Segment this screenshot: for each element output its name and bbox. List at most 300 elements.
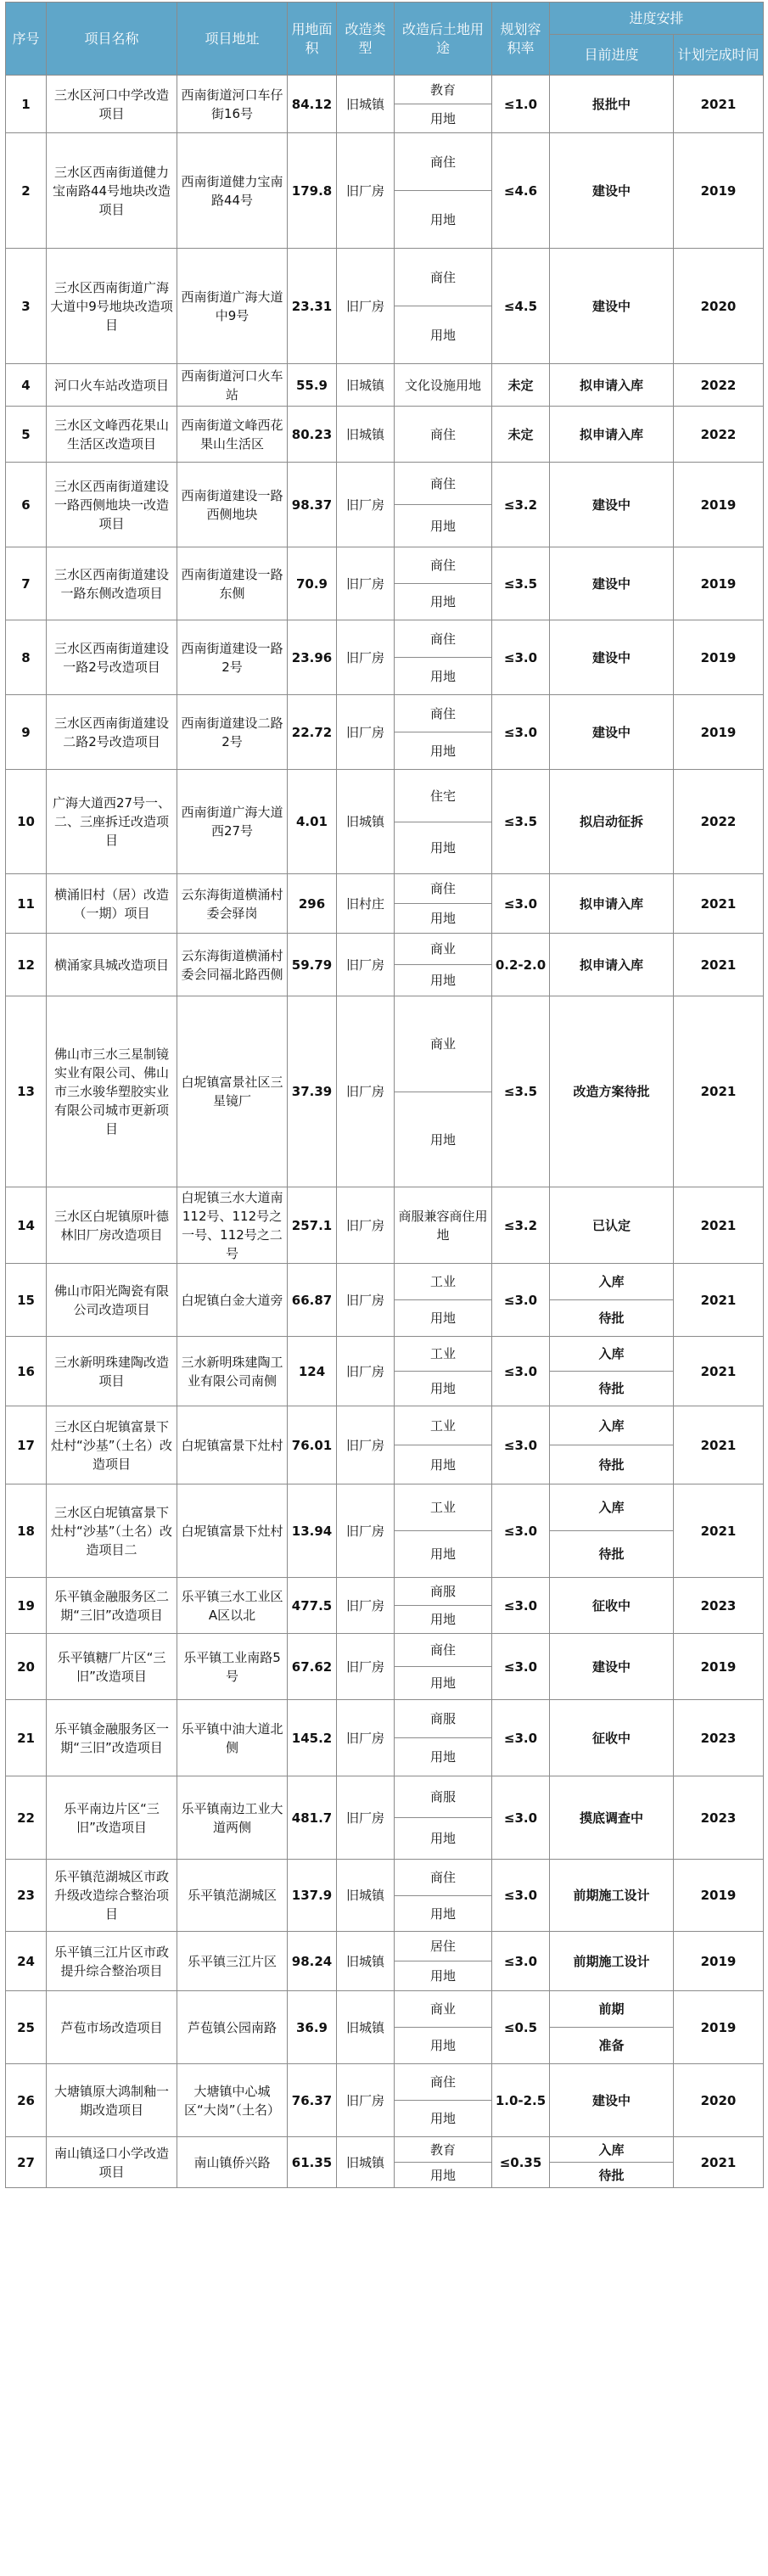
planned-completion-year: 2019: [674, 620, 764, 695]
land-use: 商住: [395, 2064, 492, 2101]
project-name: 三水区白坭镇富景下灶村“沙基”（土名）改造项目: [47, 1406, 177, 1484]
project-name: 佛山市三水三星制镜实业有限公司、佛山市三水骏华塑胶实业有限公司城市更新项目: [47, 996, 177, 1187]
land-use-sub: 用地: [395, 1092, 492, 1187]
project-address: 西南街道建设一路2号: [177, 620, 288, 695]
land-use: 工业: [395, 1264, 492, 1300]
table-row: [6, 249, 764, 306]
land-use: 工业: [395, 1406, 492, 1445]
planned-completion-year: 2019: [674, 1932, 764, 1991]
land-use: 商业: [395, 934, 492, 965]
renovation-type: 旧城镇: [337, 1860, 395, 1932]
renovation-type: 旧厂房: [337, 1187, 395, 1264]
project-address: 云东海街道横涌村委会同福北路西侧: [177, 934, 288, 996]
current-progress: 征收中: [550, 1578, 674, 1634]
project-address: 云东海街道横涌村委会驿岗: [177, 874, 288, 934]
renovation-type: 旧城镇: [337, 76, 395, 133]
table-row: [6, 1578, 764, 1606]
table-row: [6, 1337, 764, 1372]
floor-area-ratio: ≤3.0: [492, 1484, 550, 1578]
table-row: [6, 1264, 764, 1300]
land-use-sub: 用地: [395, 658, 492, 695]
renovation-type: 旧厂房: [337, 695, 395, 770]
land-area: 4.01: [288, 770, 337, 874]
land-use-sub: 用地: [395, 584, 492, 620]
row-number: 23: [6, 1860, 47, 1932]
land-use: 商住: [395, 1634, 492, 1667]
land-use: 商住: [395, 874, 492, 904]
row-number: 1: [6, 76, 47, 133]
row-number: 10: [6, 770, 47, 874]
project-address: 白坭镇白金大道旁: [177, 1264, 288, 1337]
project-address: 西南街道河口火车站: [177, 364, 288, 407]
table-row: [6, 1634, 764, 1667]
project-name: 三水新明珠建陶改造项目: [47, 1337, 177, 1406]
floor-area-ratio: ≤3.0: [492, 1578, 550, 1634]
project-name: 三水区西南街道建设一路西侧地块一改造项目: [47, 463, 177, 547]
project-name: 横涌家具城改造项目: [47, 934, 177, 996]
floor-area-ratio: ≤3.2: [492, 1187, 550, 1264]
land-use: 商服: [395, 1700, 492, 1738]
floor-area-ratio: ≤4.5: [492, 249, 550, 364]
header-type: 改造类型: [337, 3, 395, 76]
project-address: 芦苞镇公园南路: [177, 1991, 288, 2064]
land-use: 商住: [395, 695, 492, 732]
current-progress-sub: 待批: [550, 2163, 674, 2188]
planned-completion-year: 2021: [674, 2137, 764, 2188]
land-area: 84.12: [288, 76, 337, 133]
current-progress: 建设中: [550, 620, 674, 695]
project-address: 西南街道文峰西花果山生活区: [177, 407, 288, 463]
land-use-sub: 用地: [395, 505, 492, 547]
floor-area-ratio: 0.2-2.0: [492, 934, 550, 996]
renovation-type: 旧厂房: [337, 133, 395, 249]
table-row: [6, 695, 764, 732]
land-use-sub: 用地: [395, 104, 492, 133]
current-progress: 报批中: [550, 76, 674, 133]
current-progress: 建设中: [550, 133, 674, 249]
table-row: [6, 1991, 764, 2028]
project-address: 乐平镇中油大道北侧: [177, 1700, 288, 1776]
project-name: 三水区白坭镇富景下灶村“沙基”（土名）改造项目二: [47, 1484, 177, 1578]
project-name: 佛山市阳光陶瓷有限公司改造项目: [47, 1264, 177, 1337]
renovation-type: 旧厂房: [337, 2064, 395, 2137]
project-name: 三水区西南街道建设二路2号改造项目: [47, 695, 177, 770]
project-name: 三水区西南街道广海大道中9号地块改造项目: [47, 249, 177, 364]
current-progress: 建设中: [550, 695, 674, 770]
land-use: 商住: [395, 620, 492, 658]
current-progress-sub: 准备: [550, 2028, 674, 2064]
land-area: 98.24: [288, 1932, 337, 1991]
project-address: 乐平镇南边工业大道两侧: [177, 1776, 288, 1860]
table-row: [6, 364, 764, 407]
planned-completion-year: 2019: [674, 1991, 764, 2064]
land-use: 工业: [395, 1337, 492, 1372]
project-address: 白坭镇富景下灶村: [177, 1406, 288, 1484]
project-name: 大塘镇原大鸿制釉一期改造项目: [47, 2064, 177, 2137]
floor-area-ratio: ≤3.0: [492, 1264, 550, 1337]
land-use: 商业: [395, 996, 492, 1092]
project-name: 河口火车站改造项目: [47, 364, 177, 407]
floor-area-ratio: ≤3.0: [492, 1860, 550, 1932]
floor-area-ratio: 未定: [492, 364, 550, 407]
planned-completion-year: 2021: [674, 1187, 764, 1264]
planned-completion-year: 2021: [674, 1406, 764, 1484]
renovation-type: 旧厂房: [337, 1264, 395, 1337]
land-area: 257.1: [288, 1187, 337, 1264]
land-use-sub: 用地: [395, 732, 492, 770]
planned-completion-year: 2021: [674, 1484, 764, 1578]
current-progress: 摸底调查中: [550, 1776, 674, 1860]
land-use: 商服兼容商住用地: [395, 1187, 492, 1264]
planned-completion-year: 2022: [674, 770, 764, 874]
current-progress: 前期施工设计: [550, 1860, 674, 1932]
project-name: 三水区白坭镇原叶德林旧厂房改造项目: [47, 1187, 177, 1264]
renovation-type: 旧厂房: [337, 1484, 395, 1578]
renovation-type: 旧厂房: [337, 547, 395, 620]
renovation-type: 旧厂房: [337, 996, 395, 1187]
planned-completion-year: 2023: [674, 1700, 764, 1776]
project-address: 白坭镇富景下灶村: [177, 1484, 288, 1578]
table-row: [6, 2137, 764, 2163]
table-row: [6, 76, 764, 104]
land-use: 居住: [395, 1932, 492, 1961]
renovation-type: 旧厂房: [337, 1406, 395, 1484]
planned-completion-year: 2021: [674, 934, 764, 996]
land-area: 59.79: [288, 934, 337, 996]
project-address: 大塘镇中心城区“大岗”（土名）: [177, 2064, 288, 2137]
current-progress: 入库: [550, 2137, 674, 2163]
project-name: 横涌旧村（居）改造（一期）项目: [47, 874, 177, 934]
table-row: [6, 2064, 764, 2101]
floor-area-ratio: ≤3.0: [492, 1776, 550, 1860]
floor-area-ratio: 未定: [492, 407, 550, 463]
planned-completion-year: 2019: [674, 1860, 764, 1932]
land-area: 66.87: [288, 1264, 337, 1337]
floor-area-ratio: ≤3.5: [492, 770, 550, 874]
land-area: 76.37: [288, 2064, 337, 2137]
row-number: 3: [6, 249, 47, 364]
current-progress: 建设中: [550, 2064, 674, 2137]
floor-area-ratio: ≤3.0: [492, 695, 550, 770]
land-area: 296: [288, 874, 337, 934]
floor-area-ratio: ≤3.2: [492, 463, 550, 547]
planned-completion-year: 2021: [674, 1264, 764, 1337]
row-number: 13: [6, 996, 47, 1187]
project-name: 三水区西南街道建设一路2号改造项目: [47, 620, 177, 695]
project-address: 乐平镇工业南路5号: [177, 1634, 288, 1700]
project-name: 南山镇迳口小学改造项目: [47, 2137, 177, 2188]
land-use-sub: 用地: [395, 2028, 492, 2064]
project-name: 广海大道西27号一、二、三座拆迁改造项目: [47, 770, 177, 874]
planned-completion-year: 2020: [674, 2064, 764, 2137]
land-area: 76.01: [288, 1406, 337, 1484]
row-number: 18: [6, 1484, 47, 1578]
land-use: 教育: [395, 2137, 492, 2163]
land-use: 商住: [395, 249, 492, 306]
land-use: 商住: [395, 1860, 492, 1896]
row-number: 15: [6, 1264, 47, 1337]
planned-completion-year: 2019: [674, 463, 764, 547]
land-use-sub: 用地: [395, 1961, 492, 1991]
project-address: 西南街道建设一路东侧: [177, 547, 288, 620]
land-use-sub: 用地: [395, 1606, 492, 1634]
floor-area-ratio: ≤1.0: [492, 76, 550, 133]
table-body: [6, 76, 764, 2188]
current-progress: 入库: [550, 1406, 674, 1445]
land-use: 商住: [395, 407, 492, 463]
floor-area-ratio: ≤3.0: [492, 1700, 550, 1776]
project-address: 乐平镇三江片区: [177, 1932, 288, 1991]
renovation-type: 旧厂房: [337, 1578, 395, 1634]
planned-completion-year: 2021: [674, 1337, 764, 1406]
project-name: 乐平镇金融服务区二期“三旧”改造项目: [47, 1578, 177, 1634]
project-name: 三水区西南街道建设一路东侧改造项目: [47, 547, 177, 620]
floor-area-ratio: ≤3.5: [492, 996, 550, 1187]
land-area: 477.5: [288, 1578, 337, 1634]
project-name: 乐平南边片区“三旧”改造项目: [47, 1776, 177, 1860]
table-row: [6, 1700, 764, 1738]
planned-completion-year: 2022: [674, 407, 764, 463]
current-progress: 征收中: [550, 1700, 674, 1776]
land-area: 23.96: [288, 620, 337, 695]
row-number: 21: [6, 1700, 47, 1776]
land-use: 商住: [395, 547, 492, 584]
row-number: 25: [6, 1991, 47, 2064]
land-use-sub: 用地: [395, 191, 492, 249]
floor-area-ratio: ≤3.0: [492, 874, 550, 934]
row-number: 8: [6, 620, 47, 695]
current-progress: 入库: [550, 1337, 674, 1372]
floor-area-ratio: ≤4.6: [492, 133, 550, 249]
planned-completion-year: 2021: [674, 874, 764, 934]
table-row: [6, 133, 764, 191]
land-use: 商住: [395, 133, 492, 191]
land-use: 文化设施用地: [395, 364, 492, 407]
row-number: 11: [6, 874, 47, 934]
current-progress: 建设中: [550, 547, 674, 620]
land-use-sub: 用地: [395, 904, 492, 934]
table-header: [6, 3, 764, 76]
current-progress: 前期: [550, 1991, 674, 2028]
table-row: [6, 934, 764, 965]
header-progress: 目前进度: [550, 35, 674, 76]
project-address: 乐平镇三水工业区A区以北: [177, 1578, 288, 1634]
project-address: 西南街道健力宝南路44号: [177, 133, 288, 249]
land-use: 住宅: [395, 770, 492, 822]
land-use-sub: 用地: [395, 1445, 492, 1484]
project-name: 芦苞市场改造项目: [47, 1991, 177, 2064]
floor-area-ratio: ≤3.0: [492, 1634, 550, 1700]
project-address: 西南街道建设一路西侧地块: [177, 463, 288, 547]
project-address: 乐平镇范湖城区: [177, 1860, 288, 1932]
project-name: 乐平镇金融服务区一期“三旧”改造项目: [47, 1700, 177, 1776]
floor-area-ratio: ≤3.0: [492, 1406, 550, 1484]
current-progress: 入库: [550, 1264, 674, 1300]
land-use-sub: 用地: [395, 822, 492, 874]
land-area: 37.39: [288, 996, 337, 1187]
header-name: 项目名称: [47, 3, 177, 76]
row-number: 12: [6, 934, 47, 996]
header-use: 改造后土地用途: [395, 3, 492, 76]
floor-area-ratio: ≤3.0: [492, 1337, 550, 1406]
renovation-type: 旧厂房: [337, 1337, 395, 1406]
planned-completion-year: 2019: [674, 695, 764, 770]
table-row: [6, 1932, 764, 1961]
land-use-sub: 用地: [395, 1667, 492, 1700]
current-progress-sub: 待批: [550, 1531, 674, 1578]
project-address: 白坭镇三水大道南112号、112号之一号、112号之二号: [177, 1187, 288, 1264]
project-address: 南山镇侨兴路: [177, 2137, 288, 2188]
header-schedule: 进度安排: [550, 3, 764, 35]
project-address: 西南街道建设二路2号: [177, 695, 288, 770]
current-progress: 入库: [550, 1484, 674, 1531]
land-use-sub: 用地: [395, 1896, 492, 1932]
row-number: 27: [6, 2137, 47, 2188]
land-use-sub: 用地: [395, 1372, 492, 1406]
floor-area-ratio: ≤0.5: [492, 1991, 550, 2064]
land-use-sub: 用地: [395, 1531, 492, 1578]
project-name: 乐平镇糖厂片区“三旧”改造项目: [47, 1634, 177, 1700]
floor-area-ratio: ≤3.0: [492, 1932, 550, 1991]
row-number: 2: [6, 133, 47, 249]
renovation-type: 旧城镇: [337, 1932, 395, 1991]
land-use: 工业: [395, 1484, 492, 1531]
table-row: [6, 1776, 764, 1818]
land-area: 23.31: [288, 249, 337, 364]
header-far: 规划容积率: [492, 3, 550, 76]
row-number: 14: [6, 1187, 47, 1264]
header-year: 计划完成时间: [674, 35, 764, 76]
row-number: 19: [6, 1578, 47, 1634]
row-number: 24: [6, 1932, 47, 1991]
land-area: 55.9: [288, 364, 337, 407]
planned-completion-year: 2019: [674, 547, 764, 620]
land-area: 481.7: [288, 1776, 337, 1860]
planned-completion-year: 2023: [674, 1776, 764, 1860]
land-area: 80.23: [288, 407, 337, 463]
current-progress: 拟申请入库: [550, 874, 674, 934]
renovation-type: 旧城镇: [337, 364, 395, 407]
current-progress-sub: 待批: [550, 1300, 674, 1337]
row-number: 26: [6, 2064, 47, 2137]
row-number: 20: [6, 1634, 47, 1700]
table-row: [6, 407, 764, 463]
land-use-sub: 用地: [395, 2101, 492, 2137]
renovation-type: 旧城镇: [337, 2137, 395, 2188]
floor-area-ratio: ≤3.5: [492, 547, 550, 620]
floor-area-ratio: 1.0-2.5: [492, 2064, 550, 2137]
row-number: 4: [6, 364, 47, 407]
land-use: 商服: [395, 1776, 492, 1818]
land-use: 商住: [395, 463, 492, 505]
current-progress: 拟申请入库: [550, 934, 674, 996]
project-name: 三水区河口中学改造项目: [47, 76, 177, 133]
floor-area-ratio: ≤3.0: [492, 620, 550, 695]
renovation-type: 旧城镇: [337, 1991, 395, 2064]
renovation-type: 旧城镇: [337, 407, 395, 463]
header-address: 项目地址: [177, 3, 288, 76]
project-address: 三水新明珠建陶工业有限公司南侧: [177, 1337, 288, 1406]
current-progress: 建设中: [550, 1634, 674, 1700]
current-progress: 建设中: [550, 463, 674, 547]
land-area: 98.37: [288, 463, 337, 547]
land-area: 67.62: [288, 1634, 337, 1700]
renovation-type: 旧村庄: [337, 874, 395, 934]
land-area: 145.2: [288, 1700, 337, 1776]
planned-completion-year: 2022: [674, 364, 764, 407]
row-number: 9: [6, 695, 47, 770]
row-number: 16: [6, 1337, 47, 1406]
row-number: 22: [6, 1776, 47, 1860]
project-name: 三水区西南街道健力宝南路44号地块改造项目: [47, 133, 177, 249]
land-use-sub: 用地: [395, 1300, 492, 1337]
land-area: 36.9: [288, 1991, 337, 2064]
current-progress: 前期施工设计: [550, 1932, 674, 1991]
renovation-type: 旧厂房: [337, 1776, 395, 1860]
project-name: 三水区文峰西花果山生活区改造项目: [47, 407, 177, 463]
land-use-sub: 用地: [395, 1738, 492, 1776]
current-progress-sub: 待批: [550, 1372, 674, 1406]
renovation-type: 旧厂房: [337, 1700, 395, 1776]
land-use: 教育: [395, 76, 492, 104]
row-number: 5: [6, 407, 47, 463]
table-row: [6, 620, 764, 658]
land-area: 13.94: [288, 1484, 337, 1578]
land-use-sub: 用地: [395, 306, 492, 364]
land-area: 124: [288, 1337, 337, 1406]
planned-completion-year: 2021: [674, 996, 764, 1187]
header-no: 序号: [6, 3, 47, 76]
current-progress: 拟申请入库: [550, 407, 674, 463]
project-name: 乐平镇三江片区市政提升综合整治项目: [47, 1932, 177, 1991]
planned-completion-year: 2023: [674, 1578, 764, 1634]
current-progress: 已认定: [550, 1187, 674, 1264]
renovation-type: 旧厂房: [337, 1634, 395, 1700]
land-area: 179.8: [288, 133, 337, 249]
renovation-type: 旧厂房: [337, 249, 395, 364]
land-use-sub: 用地: [395, 965, 492, 996]
row-number: 7: [6, 547, 47, 620]
land-area: 61.35: [288, 2137, 337, 2188]
floor-area-ratio: ≤0.35: [492, 2137, 550, 2188]
table-row: [6, 463, 764, 505]
land-use: 商服: [395, 1578, 492, 1606]
renovation-type: 旧城镇: [337, 770, 395, 874]
land-area: 22.72: [288, 695, 337, 770]
current-progress-sub: 待批: [550, 1445, 674, 1484]
table-row: [6, 996, 764, 1092]
current-progress: 建设中: [550, 249, 674, 364]
table-row: [6, 1860, 764, 1896]
row-number: 17: [6, 1406, 47, 1484]
planned-completion-year: 2021: [674, 76, 764, 133]
land-area: 137.9: [288, 1860, 337, 1932]
table-row: [6, 1484, 764, 1531]
renovation-type: 旧厂房: [337, 620, 395, 695]
project-address: 西南街道河口车仔街16号: [177, 76, 288, 133]
project-address: 白坭镇富景社区三星镜厂: [177, 996, 288, 1187]
table-row: [6, 547, 764, 584]
current-progress: 拟申请入库: [550, 364, 674, 407]
header-area: 用地面积: [288, 3, 337, 76]
table-row: [6, 1187, 764, 1264]
table-row: [6, 1406, 764, 1445]
land-use-sub: 用地: [395, 1818, 492, 1860]
renovation-project-table: [5, 2, 764, 2188]
planned-completion-year: 2019: [674, 133, 764, 249]
project-name: 乐平镇范湖城区市政升级改造综合整治项目: [47, 1860, 177, 1932]
planned-completion-year: 2020: [674, 249, 764, 364]
